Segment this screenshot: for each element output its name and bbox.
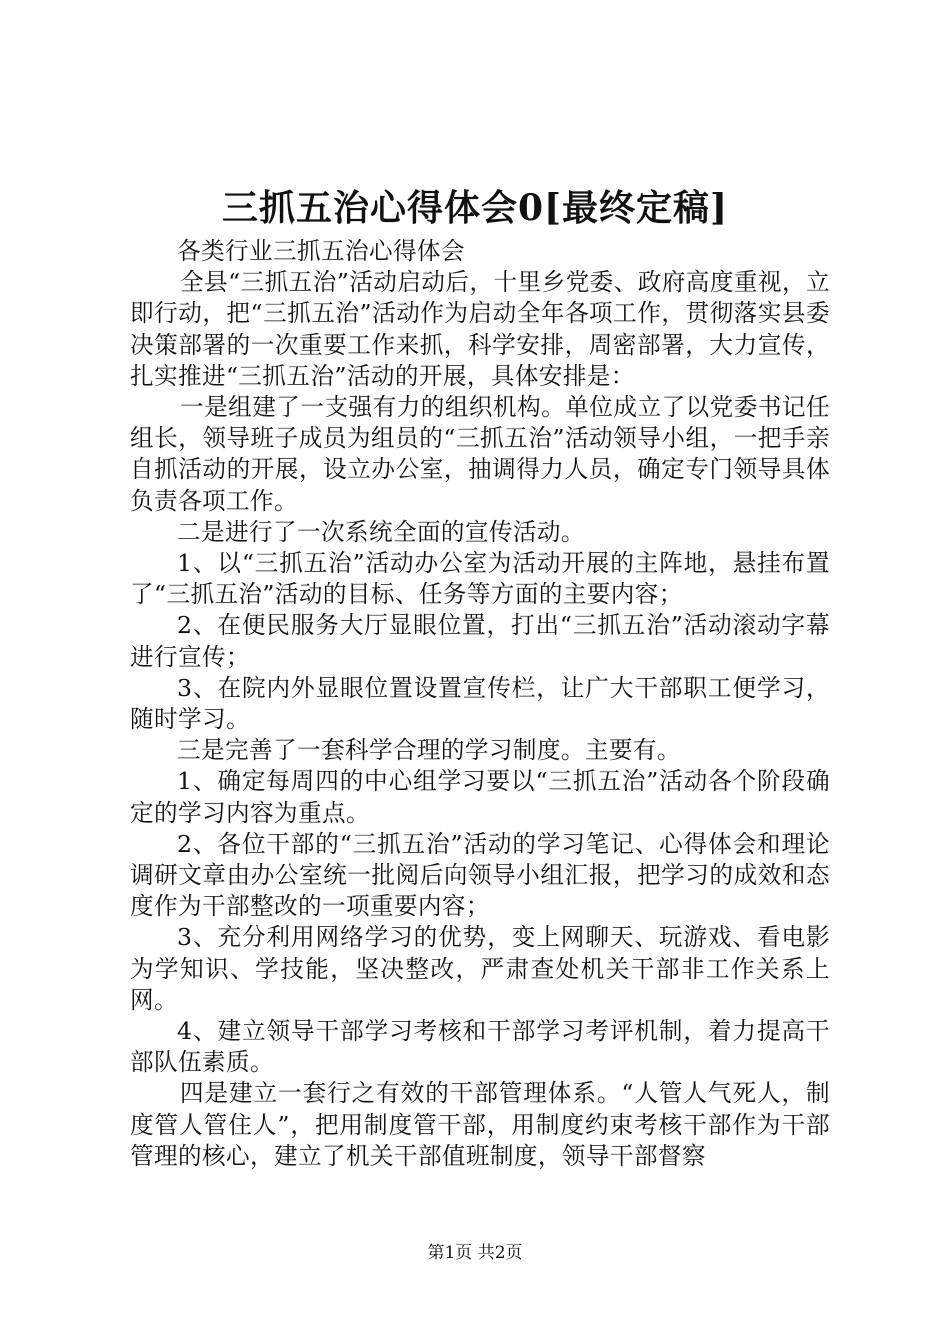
paragraph: 4、建立领导干部学习考核和干部学习考评机制，着力提高干部队伍素质。 — [130, 1017, 830, 1077]
paragraph: 二是进行了一次系统全面的宣传活动。 — [177, 517, 585, 546]
document-body — [130, 236, 830, 1172]
paragraph: 全县“三抓五治”活动启动后，十里乡党委、政府高度重视，立即行动，把“三抓五治”活动作为启动全年各项工作，贯彻落实县委决策部署的一次重要工作来抓，科学安排，周密部署，大力宣传，扎实推进“三抓五治”活动的开展，具体安排是： — [130, 268, 830, 390]
document-title: 三抓五治心得体会0[最终定稿] — [221, 187, 729, 229]
page-footer: 第1页 共2页 — [427, 1243, 523, 1263]
paragraph: 三是完善了一套科学合理的学习制度。主要有。 — [177, 736, 681, 765]
paragraph: 一是组建了一支强有力的组织机构。单位成立了以党委书记任组长，领导班子成员为组员的“三抓五治”活动领导小组，一把手亲自抓活动的开展，设立办公室，抽调得力人员，确定专门领导具体负责各项工作。 — [130, 393, 830, 515]
paragraph: 3、充分利用网络学习的优势，变上网聊天、玩游戏、看电影为学知识、学技能，坚决整改，严肃查处机关干部非工作关系上网。 — [130, 923, 830, 1014]
paragraph: 各类行业三抓五治心得体会 — [177, 237, 465, 265]
paragraph: 1、以“三抓五治”活动办公室为活动开展的主阵地，悬挂布置了“三抓五治”活动的目标、任务等方面的主要内容； — [130, 549, 830, 609]
paragraph: 2、各位干部的“三抓五治”活动的学习笔记、心得体会和理论调研文章由办公室统一批阅后向领导小组汇报，把学习的成效和态度作为干部整改的一项重要内容； — [130, 829, 830, 921]
paragraph: 1、确定每周四的中心组学习要以“三抓五治”活动各个阶段确定的学习内容为重点。 — [130, 767, 830, 827]
paragraph: 四是建立一套行之有效的干部管理体系。“人管人气死人，制度管人管住人”，把用制度管干部，用制度约束考核干部作为干部管理的核心，建立了机关干部值班制度，领导干部督察 — [130, 1079, 830, 1170]
paragraph: 2、在便民服务大厅显眼位置，打出“三抓五治”活动滚动字幕进行宣传； — [130, 611, 830, 671]
paragraph: 3、在院内外显眼位置设置宣传栏，让广大干部职工便学习，随时学习。 — [130, 673, 830, 734]
